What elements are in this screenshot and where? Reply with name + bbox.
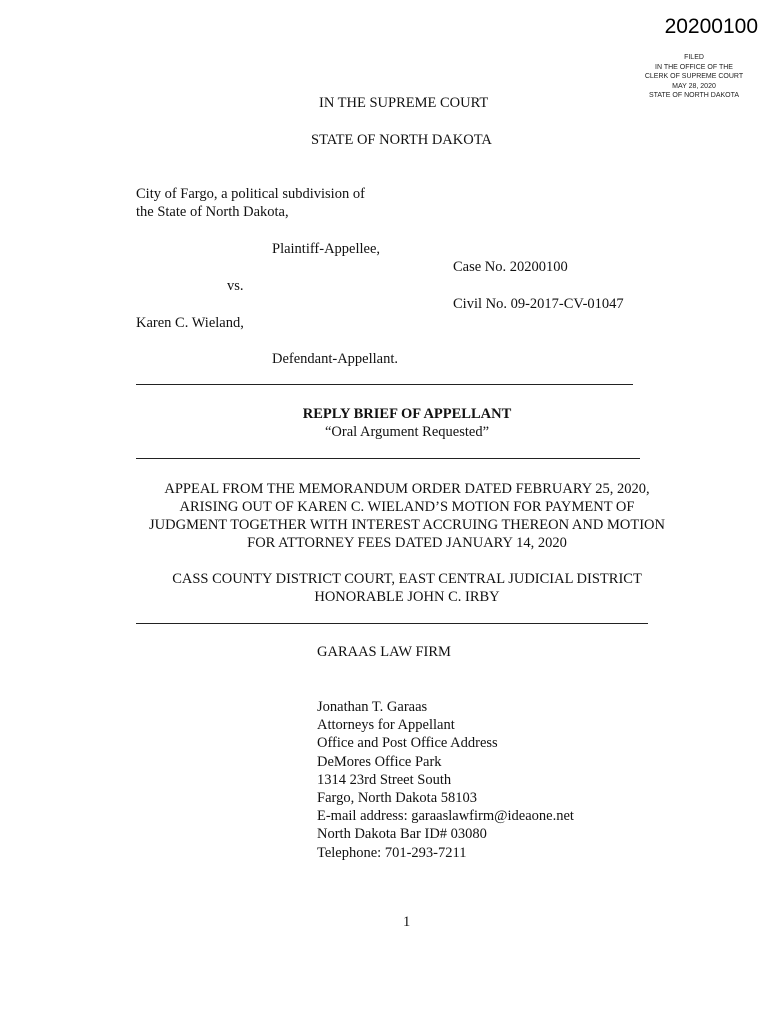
email-address: E-mail address: garaaslawfirm@ideaone.net [317, 808, 574, 825]
defendant-role: Defendant-Appellant. [272, 351, 399, 367]
judge-name: HONORABLE JOHN C. IRBY [314, 589, 500, 605]
street-address: 1314 23rd Street South [317, 771, 452, 788]
civil-number: Civil No. 09-2017-CV-01047 [453, 296, 624, 312]
address-label: Office and Post Office Address [317, 735, 498, 752]
docket-number: 20200100 [664, 15, 758, 38]
filing-stamp [624, 53, 764, 101]
stamp-line: CLERK OF SUPREME COURT [644, 73, 744, 80]
court-state: STATE OF NORTH DAKOTA [311, 132, 492, 148]
city-state-zip: Fargo, North Dakota 58103 [317, 790, 478, 807]
brief-title: REPLY BRIEF OF APPELLANT [302, 406, 512, 422]
divider-rule [136, 384, 633, 385]
stamp-line: IN THE OFFICE OF THE [655, 63, 733, 71]
firm-name: GARAAS LAW FIRM [317, 644, 451, 660]
stamp-line: STATE OF NORTH DAKOTA [648, 92, 740, 99]
defendant-name: Karen C. Wieland, [136, 315, 244, 331]
appeal-line: JUDGMENT TOGETHER WITH INTEREST ACCRUING THEREON AND MOTION [149, 517, 665, 533]
appeal-line: ARISING OUT OF KAREN C. WIELAND’S MOTION FOR PAYMENT OF [179, 499, 635, 515]
plaintiff-name: City of Fargo, a political subdivision of [136, 186, 365, 202]
court-name: IN THE SUPREME COURT [319, 95, 489, 111]
appeal-line: FOR ATTORNEY FEES DATED JANUARY 14, 2020 [247, 535, 567, 551]
divider-rule [136, 623, 648, 624]
divider-rule [136, 458, 640, 459]
plaintiff-role: Plaintiff-Appellee, [272, 241, 381, 257]
appeal-line: APPEAL FROM THE MEMORANDUM ORDER DATED FEBRUARY 25, 2020, [164, 481, 650, 497]
bar-id: North Dakota Bar ID# 03080 [317, 826, 487, 843]
attorney-role: Attorneys for Appellant [317, 717, 455, 734]
office-park: DeMores Office Park [317, 753, 442, 770]
attorney-name: Jonathan T. Garaas [317, 699, 428, 715]
telephone: Telephone: 701-293-7211 [317, 844, 467, 861]
page-number: 1 [403, 914, 411, 930]
case-number: Case No. 20200100 [453, 259, 568, 275]
attorney-block [317, 698, 574, 862]
plaintiff-name-cont: the State of North Dakota, [136, 204, 289, 220]
stamp-line: FILED [684, 54, 704, 61]
stamp-line: MAY 28, 2020 [672, 82, 716, 90]
brief-subtitle: “Oral Argument Requested” [324, 424, 490, 440]
district-court: CASS COUNTY DISTRICT COURT, EAST CENTRAL JUDICIAL DISTRICT [172, 571, 642, 587]
versus: vs. [227, 278, 244, 294]
